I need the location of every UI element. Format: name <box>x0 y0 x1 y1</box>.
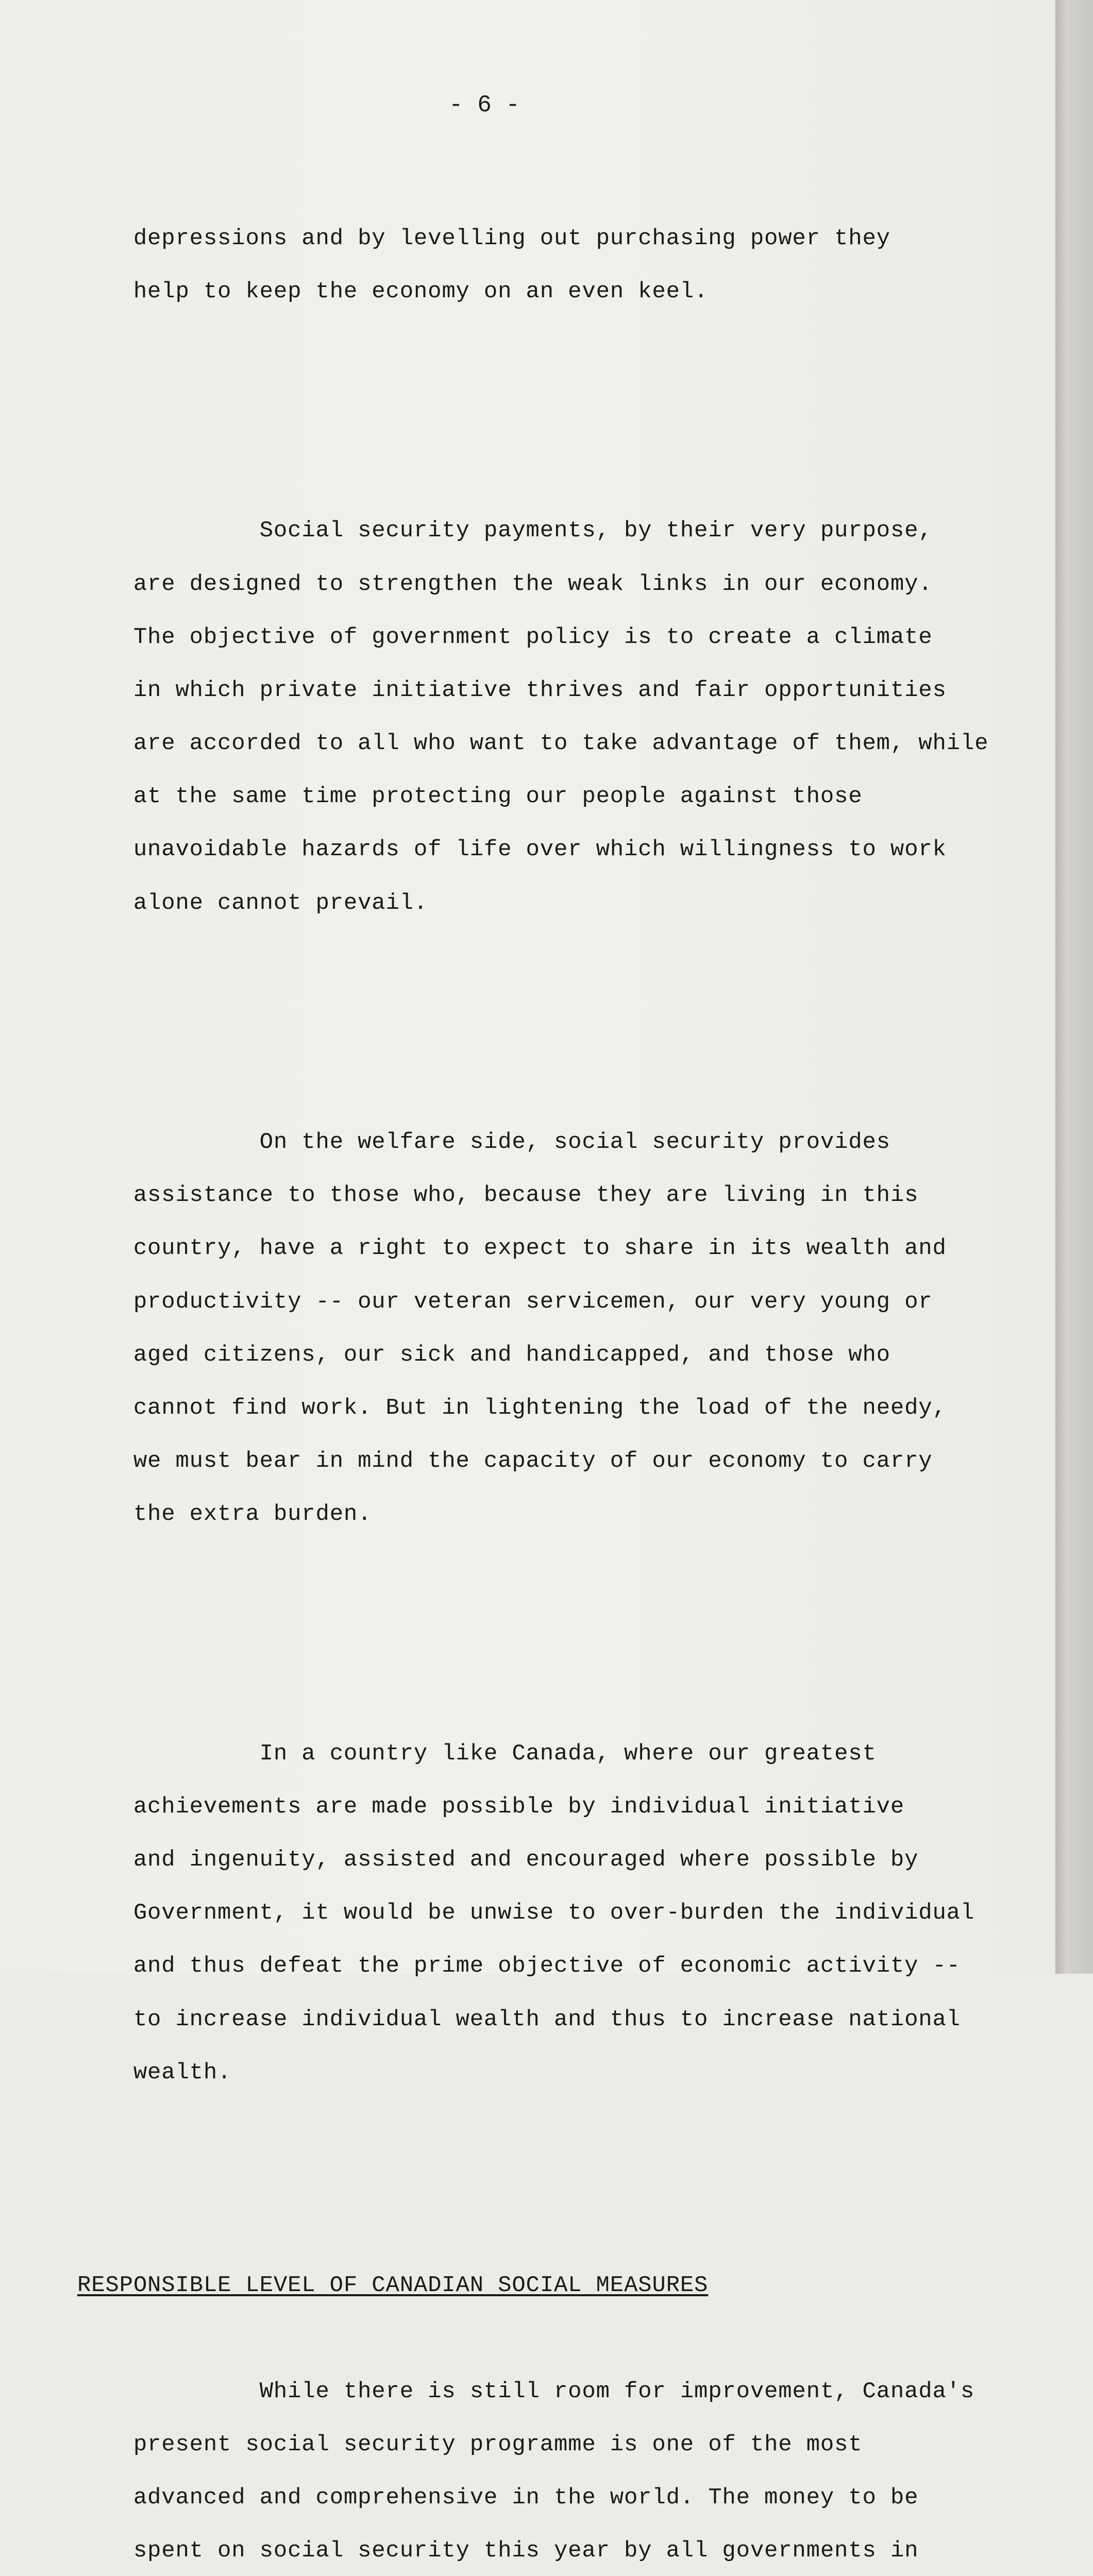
text-line: are accorded to all who want to take advantage of them, while <box>133 731 989 757</box>
text-line: unavoidable hazards of life over which willingness to work <box>133 837 947 863</box>
text-line: cannot find work. But in lightening the load of the needy, <box>133 1395 947 1421</box>
text-line: country, have a right to expect to share in its wealth and <box>133 1235 947 1262</box>
text-line: The objective of government policy is to create a climate <box>133 624 933 650</box>
paragraph-1 <box>77 199 1046 332</box>
text-line: In a country like Canada, where our greatest <box>133 1740 877 1767</box>
text-line: spent on social security this year by all governments in <box>133 2538 919 2564</box>
text-line: On the welfare side, social security provides <box>133 1129 890 1155</box>
text-line: to increase individual wealth and thus to increase national <box>133 2006 961 2032</box>
body-text <box>77 146 1046 2576</box>
paragraph-2 <box>77 492 1046 943</box>
text-line: help to keep the economy on an even keel. <box>133 278 709 304</box>
text-line: assistance to those who, because they are living in this <box>133 1182 919 1209</box>
text-line: depressions and by levelling out purchasing power they <box>133 225 890 251</box>
text-line: wealth. <box>133 2059 232 2086</box>
text-line: productivity -- our veteran servicemen, our very young or <box>133 1289 933 1315</box>
paragraph-5 <box>77 2352 1046 2576</box>
text-line: the extra burden. <box>133 1501 372 1528</box>
text-line: Government, it would be unwise to over-burden the individual <box>133 1900 975 1926</box>
text-line: in which private initiative thrives and fair opportunities <box>133 677 947 703</box>
text-line: are designed to strengthen the weak links in our economy. <box>133 571 933 597</box>
page-number: - 6 - <box>448 92 520 118</box>
text-line: aged citizens, our sick and handicapped, and those who <box>133 1342 890 1368</box>
section-heading: RESPONSIBLE LEVEL OF CANADIAN SOCIAL MEASURES <box>77 2272 709 2298</box>
text-line: achievements are made possible by individual initiative <box>133 1793 905 1820</box>
text-line: at the same time protecting our people against those <box>133 784 863 810</box>
text-line: alone cannot prevail. <box>133 890 428 916</box>
text-line: Social security payments, by their very purpose, <box>133 518 933 544</box>
page-edge <box>1055 0 1093 1974</box>
paragraph-3 <box>77 1103 1046 1554</box>
text-line: and thus defeat the prime objective of economic activity -- <box>133 1953 961 1979</box>
text-line: While there is still room for improvement, Canada's <box>133 2378 975 2404</box>
text-line: we must bear in mind the capacity of our economy to carry <box>133 1448 933 1475</box>
text-line: advanced and comprehensive in the world. The money to be <box>133 2485 919 2511</box>
paragraph-4 <box>77 1714 1046 2113</box>
text-line: and ingenuity, assisted and encouraged where possible by <box>133 1847 919 1873</box>
text-line: present social security programme is one of the most <box>133 2432 863 2458</box>
